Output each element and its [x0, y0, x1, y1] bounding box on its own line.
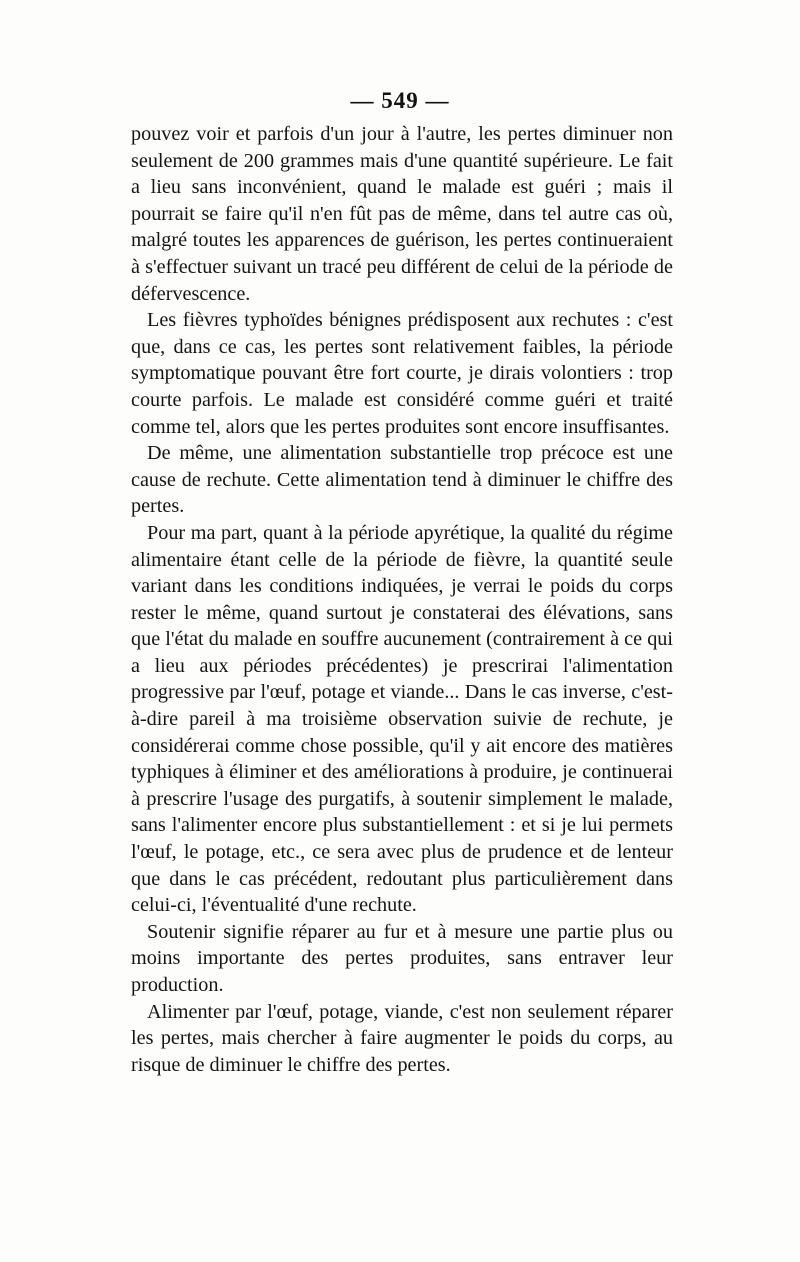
paragraph-3: De même, une alimentation substantielle trop précoce est une cause de rechute. Cette alimentation tend à diminuer le chiffre des pertes.	[131, 442, 673, 518]
paragraph-1: pouvez voir et parfois d'un jour à l'autre, les pertes diminuer non seulement de 200 grammes mais d'une quantité supérieure. Le fait a lieu sans inconvénient, quand le malade est guéri ; mais il pourrait se faire qu'il n'en fût pas de même, dans tel autre cas où, malgré toutes les apparences de guérison, les pertes continueraient à s'effectuer suivant un tracé peu différent de celui de la période de défervescence.	[131, 123, 673, 305]
paragraph-6: Alimenter par l'œuf, potage, viande, c'est non seulement réparer les pertes, mais chercher à faire augmenter le poids du corps, au risque de diminuer le chiffre des pertes.	[131, 1000, 673, 1076]
paragraph-5: Soutenir signifie réparer au fur et à mesure une partie plus ou moins importante des pertes produites, sans entraver leur production.	[131, 920, 673, 996]
paragraph-4: Pour ma part, quant à la période apyrétique, la qualité du régime alimentaire étant celle de la période de fièvre, la quantité seule variant dans les conditions indiquées, je verrai le poids du corps rester le même, quand surtout je constaterai des élévations, sans que l'état du malade en souffre aucunement (contrairement à ce qui a lieu aux périodes précédentes) je prescrirai l'alimentation progressive par l'œuf, potage et viande... Dans le cas inverse, c'est-à-dire pareil à ma troisième observation suivie de rechute, je considérerai comme chose possible, qu'il y ait encore des matières typhiques à éliminer et des améliorations à produire, je continuerai à prescrire l'usage des purgatifs, à soutenir simplement le malade, sans l'alimenter encore plus substantiellement : et si je lui permets l'œuf, le potage, etc., ce sera avec plus de prudence et de lenteur que dans le cas précédent, redoutant plus particulièrement dans celui-ci, l'éventualité d'une rechute.	[131, 521, 673, 917]
body-text	[131, 121, 673, 1078]
page-number: — 549 —	[350, 88, 450, 113]
paragraph-2: Les fièvres typhoïdes bénignes prédisposent aux rechutes : c'est que, dans ce cas, les pertes sont relativement faibles, la période symptomatique pouvant être fort courte, je dirais volontiers : trop courte parfois. Le malade est considéré comme guéri et traité comme tel, alors que les pertes produites sont encore insuffisantes.	[131, 309, 673, 438]
